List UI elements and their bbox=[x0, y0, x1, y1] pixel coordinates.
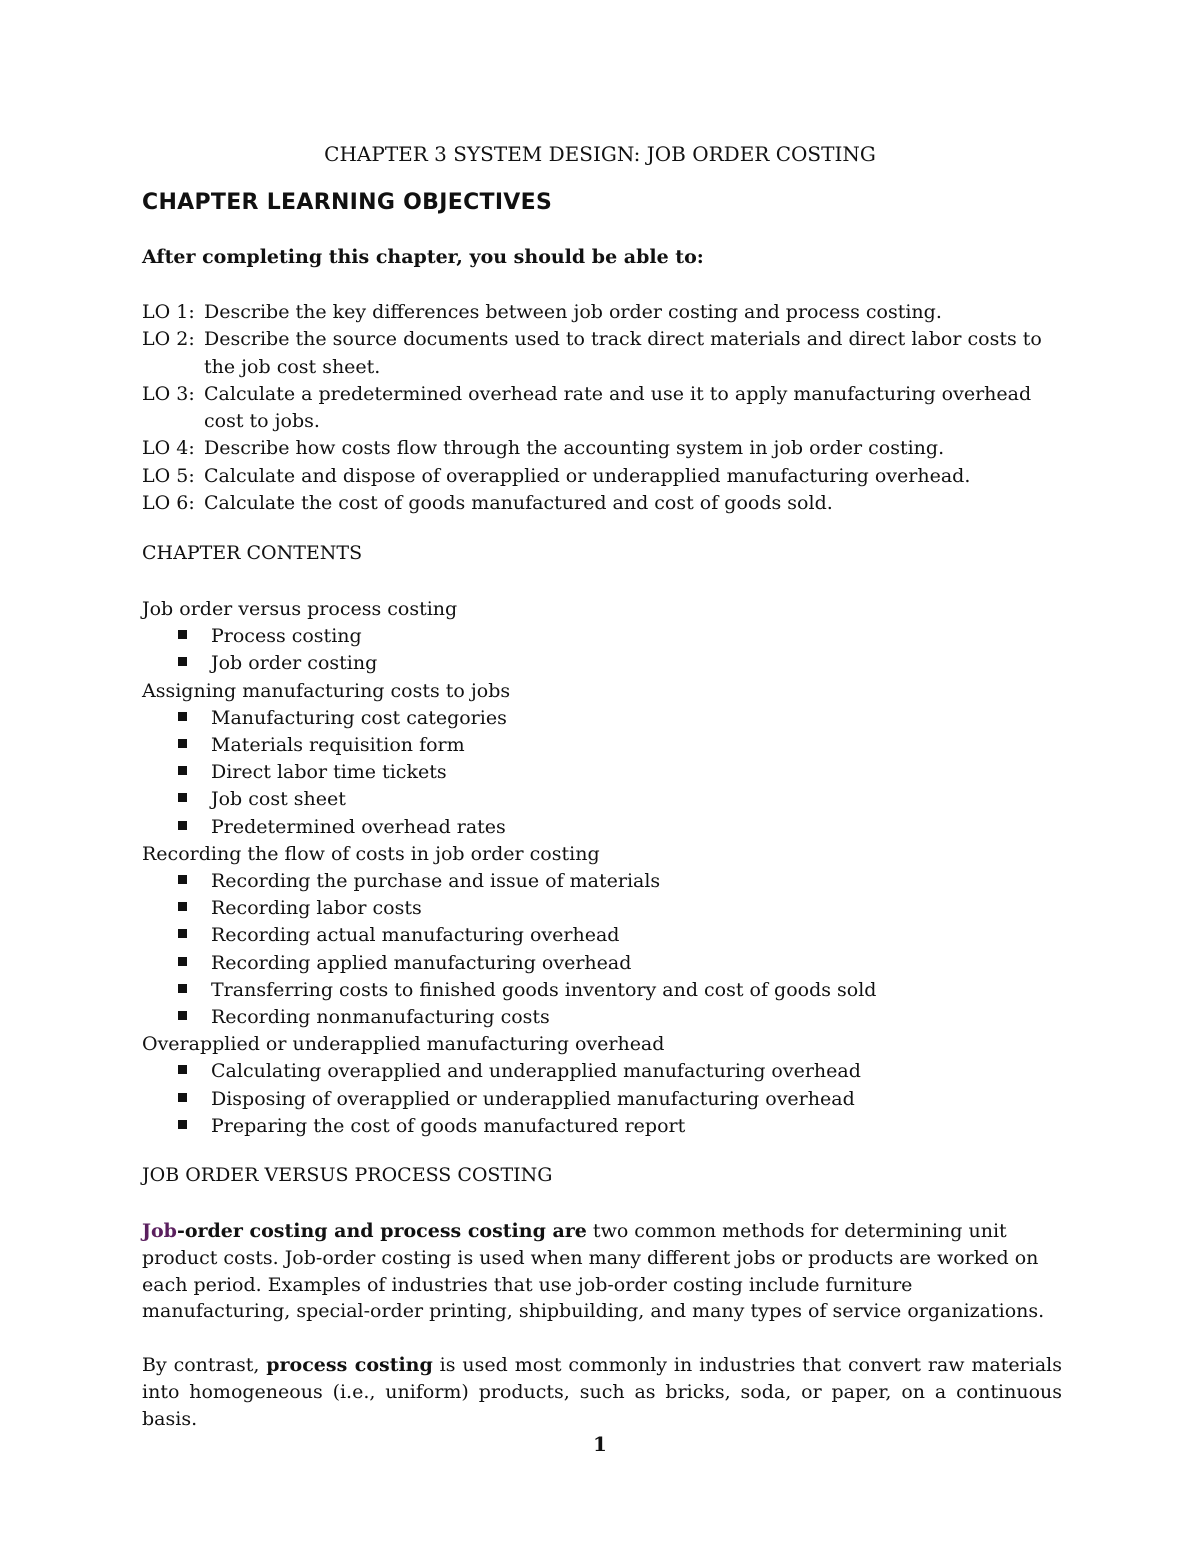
square-bullet-icon bbox=[178, 1011, 187, 1020]
learning-objective-text: Calculate and dispose of overapplied or underapplied manufacturing overhead. bbox=[204, 464, 971, 487]
contents-subitem-text: Calculating overapplied and underapplied manufacturing overhead bbox=[211, 1060, 861, 1083]
square-bullet-icon bbox=[178, 793, 187, 802]
learning-objective-label: LO 6: bbox=[142, 492, 195, 515]
contents-subitem bbox=[142, 1086, 1072, 1113]
chapter-contents-heading: CHAPTER CONTENTS bbox=[142, 542, 363, 564]
square-bullet-icon bbox=[178, 821, 187, 830]
square-bullet-icon bbox=[178, 875, 187, 884]
contents-subitem bbox=[142, 922, 1072, 949]
contents-topic: Recording the flow of costs in job order costing bbox=[142, 842, 600, 865]
contents-subitem bbox=[142, 814, 1072, 841]
para1-body-text: two common methods for determining unit product costs. Job-order costing is used when many different jobs or products are worked on each period. Examples of industries that use job-order costing include furniture manufacturing, special-order printing, shipbuilding, and many types of service organizations. bbox=[142, 1220, 1045, 1323]
learning-objective-label: LO 3: bbox=[142, 382, 195, 405]
contents-subitem-text: Manufacturing cost categories bbox=[211, 706, 507, 729]
contents-subitem-text: Recording nonmanufacturing costs bbox=[211, 1006, 550, 1029]
section-heading: JOB ORDER VERSUS PROCESS COSTING bbox=[142, 1164, 553, 1186]
contents-subitem bbox=[142, 950, 1072, 977]
page-number: 1 bbox=[593, 1432, 607, 1456]
contents-subitem-text: Preparing the cost of goods manufactured report bbox=[211, 1114, 686, 1137]
contents-subitem bbox=[142, 868, 1072, 895]
learning-objective-text: Describe the key differences between job order costing and process costing. bbox=[204, 301, 942, 323]
para2-bold-text: process costing bbox=[266, 1354, 433, 1376]
square-bullet-icon bbox=[178, 929, 187, 938]
contents-subitem bbox=[142, 1058, 1072, 1085]
chapter-title: CHAPTER 3 SYSTEM DESIGN: JOB ORDER COSTING bbox=[324, 142, 876, 166]
contents-subitem-text: Disposing of overapplied or underapplied manufacturing overhead bbox=[211, 1087, 855, 1110]
contents-subitem bbox=[142, 705, 1072, 732]
contents-subitem-text: Job order costing bbox=[211, 652, 378, 675]
objectives-intro: After completing this chapter, you should be able to: bbox=[142, 246, 704, 268]
square-bullet-icon bbox=[178, 657, 187, 666]
learning-objective-item bbox=[142, 463, 1072, 490]
para2-lead-text: By contrast, bbox=[142, 1354, 267, 1376]
contents-subitem-text: Direct labor time tickets bbox=[211, 761, 447, 784]
learning-objective-label: LO 2: bbox=[142, 328, 195, 351]
contents-subitem-text: Recording actual manufacturing overhead bbox=[211, 924, 620, 947]
contents-subitem-text: Recording labor costs bbox=[211, 897, 422, 920]
contents-subitem-text: Predetermined overhead rates bbox=[211, 815, 506, 838]
learning-objective-text: Describe how costs flow through the accounting system in job order costing. bbox=[204, 437, 945, 460]
contents-topic: Job order versus process costing bbox=[142, 598, 458, 620]
contents-subitem bbox=[142, 759, 1072, 786]
learning-objective-label: LO 4: bbox=[142, 437, 195, 460]
paragraph-job-order bbox=[142, 1218, 1062, 1325]
paragraph-process-costing bbox=[142, 1352, 1062, 1433]
para1-accent-text: Job bbox=[142, 1220, 177, 1242]
learning-objective-item bbox=[142, 490, 1072, 517]
learning-objectives-heading: CHAPTER LEARNING OBJECTIVES bbox=[142, 190, 553, 215]
square-bullet-icon bbox=[178, 1120, 187, 1129]
contents-subitem-text: Recording applied manufacturing overhead bbox=[211, 951, 632, 974]
learning-objective-item bbox=[142, 326, 1072, 381]
learning-objective-label: LO 5: bbox=[142, 464, 195, 487]
contents-subitem bbox=[142, 732, 1072, 759]
contents-subitem bbox=[142, 650, 1072, 677]
square-bullet-icon bbox=[178, 1065, 187, 1074]
contents-subitem bbox=[142, 895, 1072, 922]
square-bullet-icon bbox=[178, 712, 187, 721]
contents-subitem-text: Materials requisition form bbox=[211, 734, 465, 757]
square-bullet-icon bbox=[178, 902, 187, 911]
contents-subitem bbox=[142, 1113, 1072, 1140]
contents-subitem-text: Recording the purchase and issue of materials bbox=[211, 870, 661, 893]
square-bullet-icon bbox=[178, 957, 187, 966]
learning-objective-text: Calculate a predetermined overhead rate and use it to apply manufacturing overhead cost to jobs. bbox=[204, 382, 1032, 433]
learning-objective-text: Describe the source documents used to track direct materials and direct labor costs to the job cost sheet. bbox=[204, 328, 1042, 378]
contents-subitem-text: Transferring costs to finished goods inventory and cost of goods sold bbox=[211, 978, 877, 1001]
square-bullet-icon bbox=[178, 630, 187, 639]
learning-objective-text: Calculate the cost of goods manufactured and cost of goods sold. bbox=[204, 492, 833, 515]
para2-body-text: is used most commonly in industries that convert raw materials into homogeneous (i.e., uniform) products, such as bricks, soda, or paper, on a continuous basis. bbox=[142, 1354, 1062, 1430]
contents-subitem-text: Job cost sheet bbox=[211, 788, 346, 811]
learning-objective-item bbox=[142, 435, 1072, 462]
chapter-contents-list bbox=[142, 596, 1072, 1140]
learning-objective-label: LO 1: bbox=[142, 301, 195, 323]
square-bullet-icon bbox=[178, 739, 187, 748]
contents-subitem bbox=[142, 623, 1072, 650]
contents-topic: Assigning manufacturing costs to jobs bbox=[142, 679, 511, 702]
learning-objective-item bbox=[142, 381, 1072, 436]
contents-topic: Overapplied or underapplied manufacturing overhead bbox=[142, 1033, 665, 1056]
learning-objective-item bbox=[142, 299, 1072, 326]
square-bullet-icon bbox=[178, 1093, 187, 1102]
square-bullet-icon bbox=[178, 984, 187, 993]
square-bullet-icon bbox=[178, 766, 187, 775]
contents-subitem bbox=[142, 977, 1072, 1004]
learning-objectives-list bbox=[142, 299, 1072, 517]
contents-subitem bbox=[142, 786, 1072, 813]
para1-bold-text: -order costing and process costing are bbox=[176, 1220, 587, 1242]
contents-subitem bbox=[142, 1004, 1072, 1031]
contents-subitem-text: Process costing bbox=[211, 625, 362, 648]
